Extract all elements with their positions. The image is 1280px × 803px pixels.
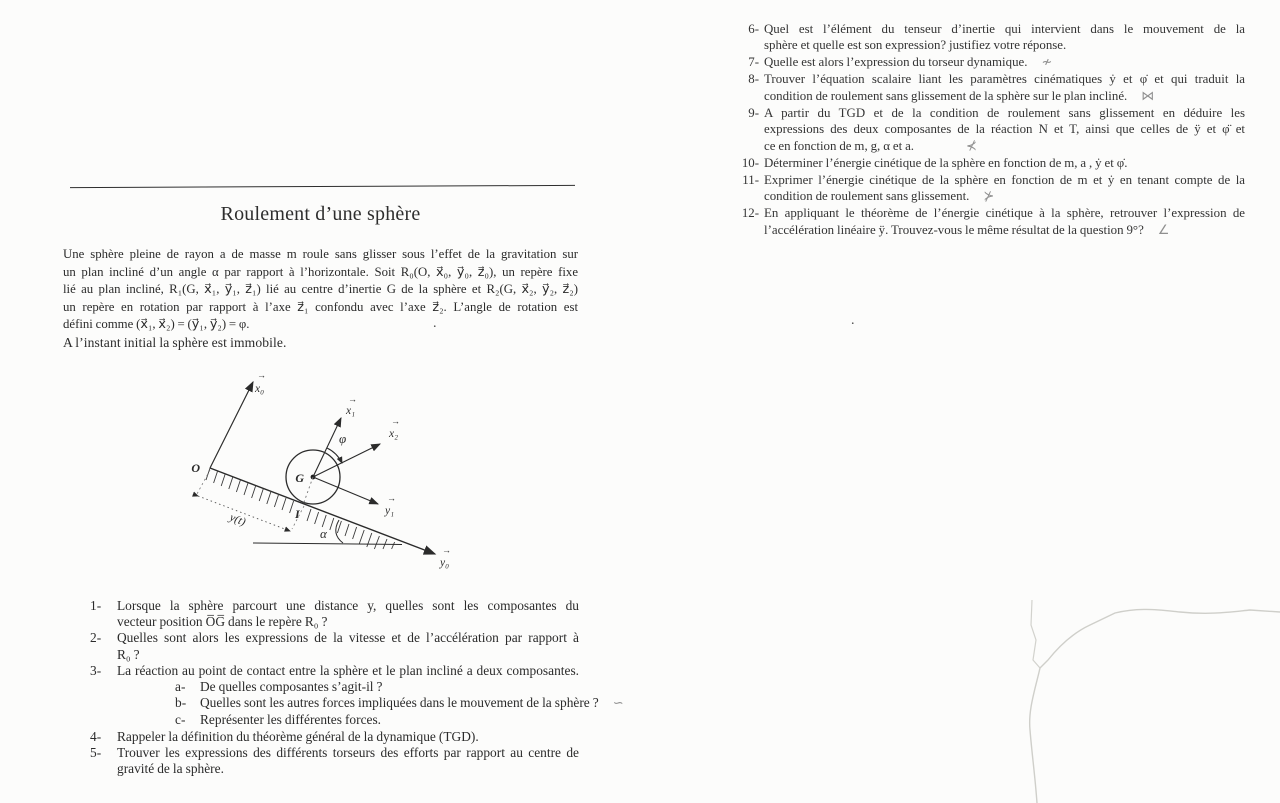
question-number: 2- [90, 630, 102, 646]
contact-normal-dashed [303, 477, 313, 505]
x0-axis [210, 382, 253, 468]
question-line: A partir du TGD et de la condition de roulement sans glissement en déduire les [764, 106, 1245, 121]
question-text: l’accélération linéaire ÿ. Trouvez-vous le même résultat de la question 9°? [764, 222, 1144, 237]
pencil-mark: ⊀ [966, 138, 977, 154]
label-yt-distance: y(t) [227, 511, 248, 529]
label-contact-I: I [295, 507, 300, 521]
question-line: Quelles sont alors les expressions de la vitesse et de l’accélération par rapport à [117, 630, 579, 646]
questions-list-right [737, 21, 1245, 239]
intro-line: un plan incliné d’un angle α par rapport à l’horizontale. Soit R₀(O, x⃗₀, y⃗₀, z⃗₀), un repère fixe [63, 264, 578, 279]
intro-line: Une sphère pleine de rayon a de masse m roule sans glisser sous l’effet de la gravitation sur [63, 247, 578, 261]
question-5 [90, 744, 579, 777]
question-text: condition de roulement sans glissement. [764, 189, 970, 204]
vector-arrow-icon: → [442, 545, 451, 555]
question-line: Quel est l’élément du tenseur d’inertie qui intervient dans le mouvement de la [764, 22, 1245, 36]
question-number: 3- [90, 662, 102, 678]
question-8 [748, 71, 1245, 105]
subquestion-letter: a- [175, 679, 186, 695]
question-line: gravité de la sphère. [117, 761, 224, 777]
x2-axis [313, 444, 380, 477]
label-y0-axis: y₀ [440, 557, 450, 569]
question-number: 1- [90, 598, 102, 613]
question-line [764, 54, 1245, 71]
vector-arrow-icon: → [257, 370, 266, 380]
question-number: 9- [748, 106, 759, 121]
question-text: Quelle est alors l’expression du torseur dynamique. [764, 54, 1028, 69]
y1-axis [313, 477, 378, 504]
subquestion-letter: b- [175, 695, 187, 711]
label-y1-axis: y₁ [385, 505, 395, 517]
question-11 [742, 172, 1245, 206]
question-7 [748, 54, 1245, 71]
title-divider-rule [70, 185, 575, 188]
question-line [764, 222, 1245, 239]
intro-paragraph [63, 246, 578, 352]
inclined-plane-figure [173, 360, 483, 588]
question-text: condition de roulement sans glissement de la sphère sur le plan incliné. [764, 88, 1128, 103]
label-x2-axis: x₂ [389, 428, 399, 440]
question-line [764, 88, 1245, 105]
question-1 [90, 598, 579, 630]
pencil-mark: ⋈ [1141, 88, 1155, 104]
question-number: 11- [742, 172, 759, 187]
question-line: Rappeler la définition du théorème général de la dynamique (TGD). [117, 728, 479, 744]
label-x1-axis: x₁ [346, 405, 356, 417]
paper-crease-tear [1000, 595, 1280, 803]
stray-ink-dot: . [851, 313, 855, 328]
question-line: vecteur position O̅G̅ dans le repère R₀ ? [117, 614, 328, 630]
question-6 [748, 21, 1245, 54]
question-line: R₀ ? [117, 646, 140, 662]
intro-line: un repère en rotation par rapport à l’axe z⃗₁ confondu avec l’axe z⃗₂. L’angle de rotation est [63, 299, 578, 314]
question-line [764, 138, 1245, 155]
pencil-mark: ∽ [612, 696, 624, 712]
question-line: sphère et quelle est son expression? justifiez votre réponse. [764, 38, 1067, 53]
vector-arrow-icon: → [348, 394, 357, 404]
question-line [200, 695, 624, 712]
vector-arrow-icon: → [391, 416, 400, 426]
pencil-mark: ⊁ [983, 189, 995, 205]
question-10 [741, 155, 1245, 171]
question-text: Quelles sont les autres forces impliquées dans le mouvement de la sphère ? [200, 695, 599, 711]
question-3c [175, 712, 579, 728]
label-x0-axis: x₀ [255, 383, 265, 395]
pencil-mark: ∠ [1157, 222, 1170, 238]
subquestion-letter: c- [175, 712, 186, 728]
intro-line: A l’instant initial la sphère est immobile. [63, 334, 287, 350]
question-line: En appliquant le théorème de l’énergie cinétique à la sphère, retrouver l’expression de [764, 206, 1245, 221]
intro-line: lié au plan incliné, R₁(G, x⃗₁, y⃗₁, z⃗₁) lié au centre d’inertie G de la sphère et R₂(G, x⃗₂, y⃗₂, z⃗₂) [63, 282, 578, 297]
intro-line: défini comme (x⃗₁, x⃗₂) = (y⃗₁, y⃗₂) = φ. [63, 317, 250, 332]
pencil-mark: ≁ [1041, 54, 1053, 70]
label-origin-O: O [191, 461, 200, 475]
vector-arrow-icon: → [387, 493, 396, 503]
stray-ink-dot: . [433, 316, 437, 331]
question-line: De quelles composantes s’agit-il ? [200, 679, 383, 695]
x1-axis [313, 418, 341, 477]
horizontal-reference-line [253, 543, 402, 545]
question-number: 12- [741, 206, 759, 221]
label-alpha-angle: α [320, 526, 327, 541]
question-line: Trouver l’équation scalaire liant les paramètres cinématiques ẏ et φ̇ et qui traduit la [764, 72, 1245, 87]
question-number: 5- [90, 744, 102, 760]
question-line: Représenter les différentes forces. [200, 712, 382, 728]
question-text: ce en fonction de m, g, α et a. [764, 138, 915, 153]
question-2 [90, 630, 579, 662]
question-3b [175, 695, 624, 712]
question-3a [175, 679, 579, 695]
question-line: Exprimer l’énergie cinétique de la sphère en fonction de m et ẏ en tenant compte de la [764, 172, 1245, 187]
question-9 [748, 105, 1245, 155]
question-line: expressions des deux composantes de la réaction N et T, ainsi que celles de ÿ et φ̈ et [764, 122, 1245, 137]
question-line [764, 188, 1245, 205]
alpha-angle-arc [336, 520, 343, 543]
label-center-G: G [295, 471, 304, 485]
question-line: La réaction au point de contact entre la sphère et le plan incliné a deux composantes. [117, 662, 579, 678]
question-line: Lorsque la sphère parcourt une distance y, quelles sont les composantes du [117, 598, 579, 613]
question-12 [741, 205, 1245, 239]
question-3 [90, 662, 624, 729]
question-number: 10- [741, 156, 759, 171]
question-number: 7- [748, 54, 759, 69]
question-line: Trouver les expressions des différents torseurs des efforts par rapport au centre de [117, 744, 579, 760]
question-number: 6- [748, 22, 759, 36]
question-line: Déterminer l’énergie cinétique de la sphère en fonction de m, a , ẏ et φ̇. [764, 156, 1128, 171]
label-phi-angle: φ [339, 431, 347, 446]
page-title: Roulement d’une sphère [220, 203, 421, 225]
questions-list-left [90, 598, 624, 777]
question-4 [90, 728, 579, 745]
question-number: 4- [90, 728, 102, 744]
question-number: 8- [748, 72, 759, 87]
